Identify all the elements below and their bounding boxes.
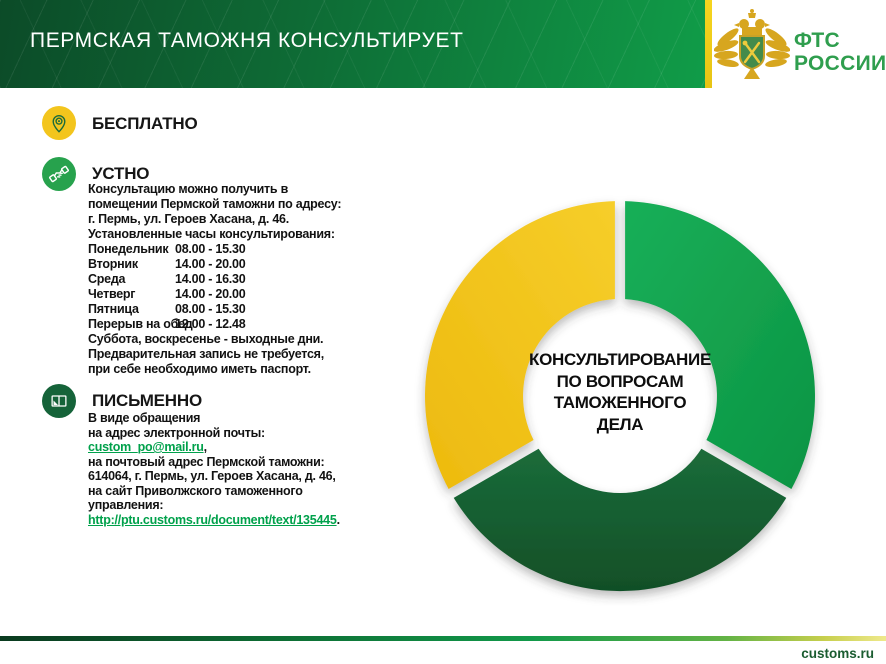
footer-gradient-line	[0, 636, 886, 641]
schedule-time: 14.00 - 20.00	[175, 287, 246, 301]
fts-logo-line1: ФТС	[794, 29, 841, 52]
oral-intro-line: Установленные часы консультирования:	[88, 227, 335, 241]
oral-outro-line: Суббота, воскресенье - выходные дни.	[88, 332, 324, 346]
schedule-day: Четверг	[88, 287, 136, 301]
schedule-day: Перерыв на обед	[88, 317, 193, 331]
header-accent-stripe	[705, 0, 712, 88]
written-line: управления:	[88, 498, 164, 512]
map-pin-icon	[48, 112, 70, 134]
schedule-row	[88, 242, 388, 257]
schedule-row	[88, 257, 388, 272]
donut-center-line: ПО ВОПРОСАМ	[556, 371, 684, 391]
email-link[interactable]: custom_po@mail.ru	[88, 440, 204, 454]
donut-center-label	[505, 349, 735, 435]
written-line: на почтовый адрес Пермской таможни:	[88, 454, 325, 469]
footer-site-label: customs.ru	[801, 646, 874, 661]
free-section-icon	[42, 106, 76, 140]
fts-logo-text	[794, 29, 886, 75]
oral-intro-line: помещении Пермской таможни по адресу:	[88, 197, 342, 211]
fts-logo	[712, 5, 886, 85]
donut-center-line: КОНСУЛЬТИРОВАНИЕ	[529, 350, 711, 369]
written-section-icon	[42, 384, 76, 418]
fts-eagle-icon	[714, 7, 790, 85]
site-suffix: .	[336, 512, 340, 527]
oral-outro-line: при себе необходимо иметь паспорт.	[88, 362, 311, 376]
donut-center-line: ТАМОЖЕННОГО	[553, 393, 687, 412]
written-section-label: ПИСЬМЕННО	[92, 391, 202, 410]
page-title: ПЕРМСКАЯ ТАМОЖНЯ КОНСУЛЬТИРУЕТ	[30, 29, 464, 52]
site-link[interactable]: http://ptu.customs.ru/document/text/135445	[88, 512, 337, 527]
donut-segment-green	[625, 201, 815, 489]
written-site-line	[88, 513, 408, 528]
written-email-line	[88, 440, 408, 455]
handshake-icon	[47, 162, 71, 186]
oral-outro-line: Предварительная запись не требуется,	[88, 347, 324, 361]
written-line: на адрес электронной почты:	[88, 425, 265, 440]
donut-center-line: ДЕЛА	[596, 414, 644, 434]
schedule-row	[88, 287, 388, 302]
email-suffix: ,	[203, 440, 207, 454]
written-line: на сайт Приволжского таможенного	[88, 483, 303, 498]
written-section-text	[88, 411, 408, 527]
schedule-row	[88, 302, 388, 317]
oral-section-icon	[42, 157, 76, 191]
schedule-day: Среда	[88, 272, 126, 286]
oral-intro-line: г. Пермь, ул. Героев Хасана, д. 46.	[88, 212, 289, 226]
donut-segment-dark-green	[454, 449, 787, 591]
schedule-day: Вторник	[88, 257, 138, 271]
schedule-time: 14.00 - 16.30	[175, 272, 246, 286]
donut-segment-yellow	[425, 201, 615, 489]
written-line: В виде обращения	[88, 411, 201, 425]
schedule-time: 14.00 - 20.00	[175, 257, 246, 271]
oral-section-text	[88, 182, 388, 377]
schedule-row	[88, 272, 388, 287]
written-line: 614064, г. Пермь, ул. Героев Хасана, д. 46,	[88, 469, 336, 483]
schedule-row	[88, 317, 388, 332]
schedule-day: Понедельник	[88, 242, 169, 256]
header-band	[0, 0, 705, 88]
open-book-icon	[48, 390, 70, 412]
schedule-day: Пятница	[88, 302, 139, 316]
schedule-time: 12.00 - 12.48	[175, 317, 246, 331]
oral-section-label: УСТНО	[92, 164, 150, 183]
schedule-time: 08.00 - 15.30	[175, 302, 246, 316]
schedule-time: 08.00 - 15.30	[175, 242, 246, 256]
free-section-label: БЕСПЛАТНО	[92, 114, 198, 133]
oral-intro-line: Консультацию можно получить в	[88, 182, 289, 196]
fts-logo-line2: РОССИИ	[794, 52, 886, 75]
